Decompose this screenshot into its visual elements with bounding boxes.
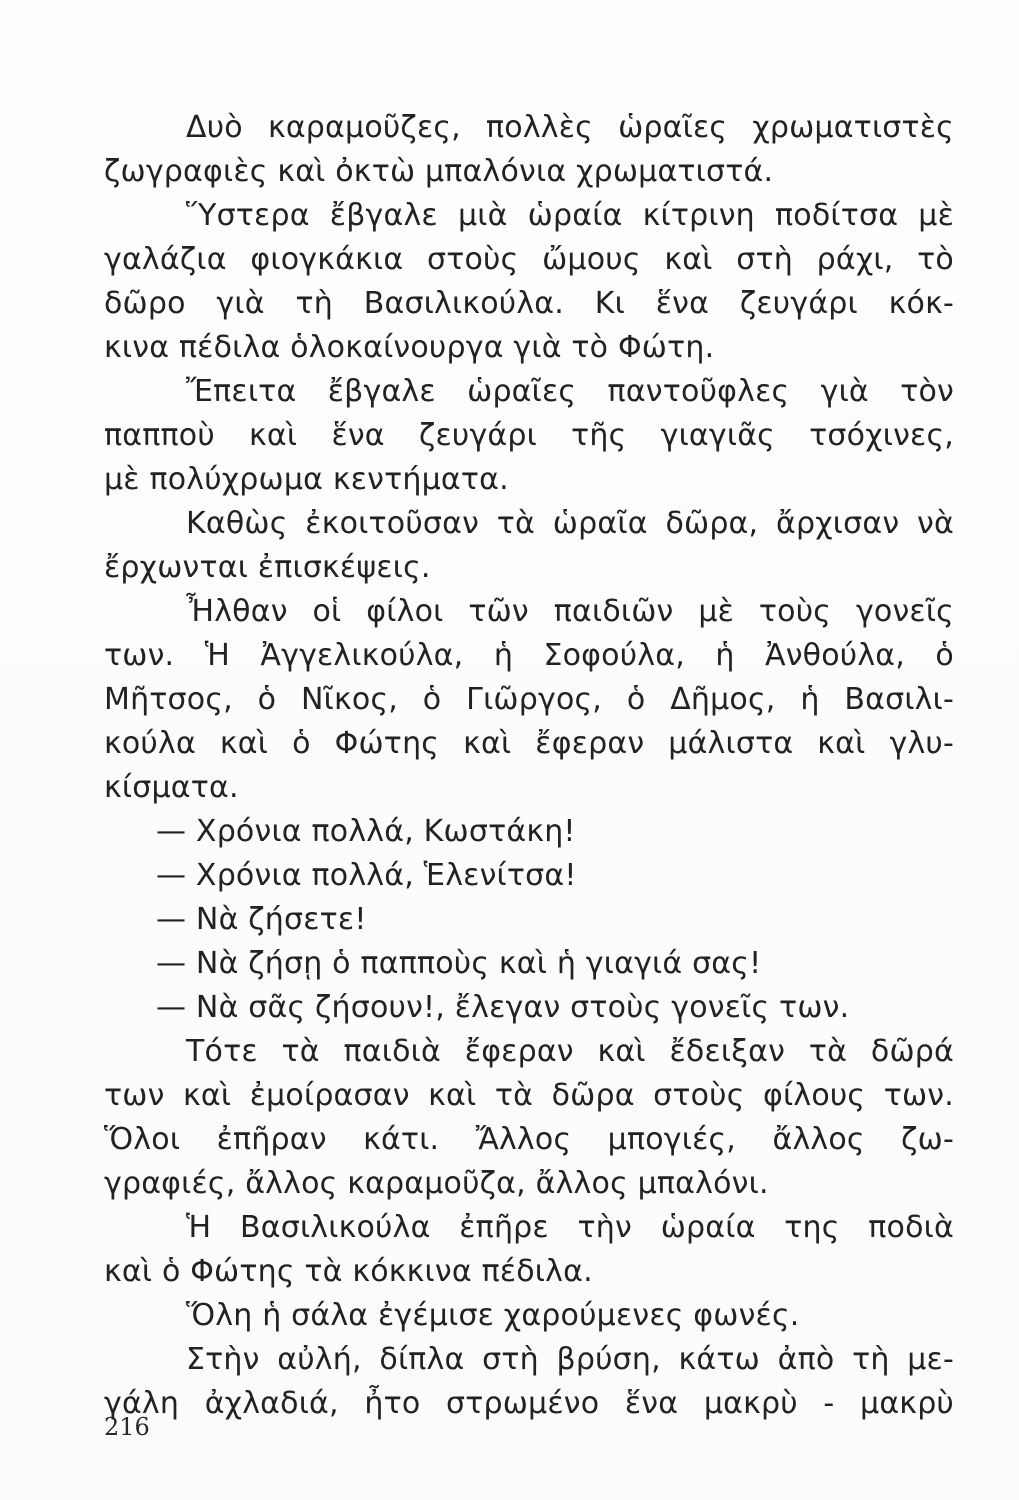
text-line: ἔρχωνται ἐπισκέψεις. [104,550,431,585]
text-line: Μῆτσος, ὁ Νῖκος, ὁ Γιῶργος, ὁ Δῆμος, ἡ Βασιλι- [104,682,954,717]
text-line: δῶρο γιὰ τὴ Βασιλικούλα. Κι ἕνα ζευγάρι κόκ- [104,286,954,321]
dialogue-line: — Χρόνια πολλά, Κωστάκη! [156,814,576,849]
text-line: Ἡ Βασιλικούλα ἐπῆρε τὴν ὡραία της ποδιὰ [186,1210,954,1245]
text-line: Δυὸ καραμοῦζες, πολλὲς ὡραῖες χρωματιστὲς [186,110,954,145]
text-line: μὲ πολύχρωμα κεντήματα. [104,462,509,497]
text-line: κίσματα. [104,770,239,805]
text-line: Ὅλοι ἐπῆραν κάτι. Ἄλλος μπογιές, ἄλλος ζω- [104,1122,954,1157]
text-line: των. Ἡ Ἀγγελικούλα, ἡ Σοφούλα, ἡ Ἀνθούλα, ὁ [104,638,954,673]
text-line: γαλάζια φιογκάκια στοὺς ὤμους καὶ στὴ ράχι, τὸ [104,242,954,277]
text-line: Ἔπειτα ἔβγαλε ὡραῖες παντοῦφλες γιὰ τὸν [186,374,954,409]
text-line: παπποὺ καὶ ἕνα ζευγάρι τῆς γιαγιᾶς τσόχινες, [104,418,954,453]
dialogue-line: — Χρόνια πολλά, Ἑλενίτσα! [156,858,577,893]
text-line: γραφιές, ἄλλος καραμοῦζα, ἄλλος μπαλόνι. [104,1166,769,1201]
text-line: των καὶ ἐμοίρασαν καὶ τὰ δῶρα στοὺς φίλους των. [104,1078,954,1113]
text-line: Στὴν αὐλή, δίπλα στὴ βρύση, κάτω ἀπὸ τὴ με- [186,1342,954,1377]
text-line: Τότε τὰ παιδιὰ ἔφεραν καὶ ἔδειξαν τὰ δῶρά [186,1034,954,1069]
dialogue-line: — Νὰ ζήσῃ ὁ παπποὺς καὶ ἡ γιαγιά σας! [156,946,762,981]
text-line: Ὅλη ἡ σάλα ἐγέμισε χαρούμενες φωνές. [186,1298,800,1333]
text-line: κούλα καὶ ὁ Φώτης καὶ ἔφεραν μάλιστα καὶ γλυ- [104,726,954,761]
text-line: κινα πέδιλα ὁλοκαίνουργα γιὰ τὸ Φώτη. [104,330,715,365]
text-line: Ὕστερα ἔβγαλε μιὰ ὡραία κίτρινη ποδίτσα μὲ [186,198,954,233]
text-line: ζωγραφιὲς καὶ ὀκτὼ μπαλόνια χρωματιστά. [104,154,774,189]
text-line: Καθὼς ἐκοιτοῦσαν τὰ ὡραῖα δῶρα, ἄρχισαν νὰ [186,506,954,541]
page-number: 216 [104,1413,150,1441]
dialogue-line: — Νὰ ζήσετε! [156,902,367,937]
dialogue-line: — Νὰ σᾶς ζήσουν!, ἔλεγαν στοὺς γονεῖς των. [156,990,850,1025]
text-line: γάλη ἀχλαδιά, ἦτο στρωμένο ἕνα μακρὺ - μακρὺ [104,1386,954,1421]
text-line: καὶ ὁ Φώτης τὰ κόκκινα πέδιλα. [104,1254,593,1289]
text-line: Ἦλθαν οἱ φίλοι τῶν παιδιῶν μὲ τοὺς γονεῖς [186,594,954,629]
